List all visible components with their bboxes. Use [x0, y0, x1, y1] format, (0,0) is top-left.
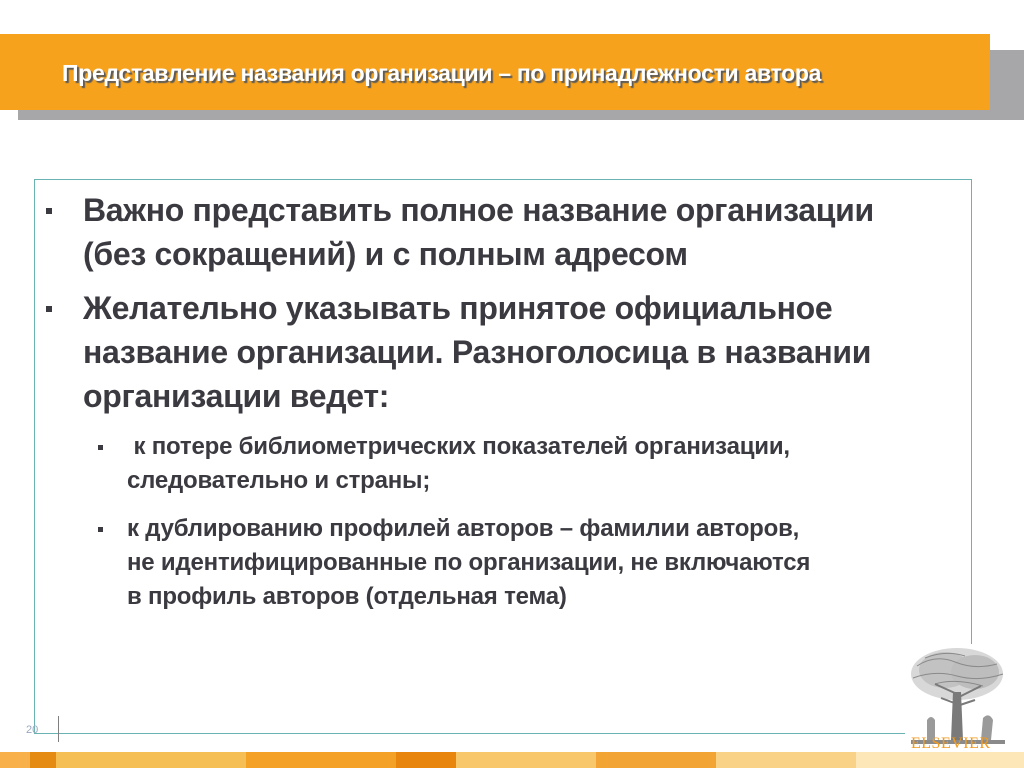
- square-bullet-icon: [46, 306, 52, 312]
- bottom-stripe: [0, 752, 1024, 768]
- bullet-line: (без сокращений) и с полным адресом: [83, 236, 688, 272]
- page-number: 20: [26, 724, 39, 736]
- square-bullet-icon: [98, 527, 103, 532]
- elsevier-logo-text: ELSEVIER: [911, 735, 991, 752]
- bullet-line: Важно представить полное название организации: [83, 192, 874, 228]
- square-bullet-icon: [46, 208, 52, 214]
- sub-bullet-line: к дублированию профилей авторов – фамилии авторов,: [127, 515, 800, 542]
- bullet-item-2: [83, 286, 971, 418]
- sub-bullet-line: в профиль авторов (отдельная тема): [127, 583, 567, 610]
- sub-bullet-item-1: [127, 430, 971, 498]
- bullet-item-1: [83, 188, 971, 276]
- content-frame: [34, 179, 972, 734]
- slide-title: Представление названия организации – по принадлежности автора: [62, 60, 822, 86]
- sub-bullet-line: к потере библиометрических показателей организации,: [127, 433, 790, 460]
- bullet-line: название организации. Разноголосица в названии: [83, 334, 872, 370]
- sub-bullet-line: следовательно и страны;: [127, 467, 431, 494]
- bullet-list: [35, 180, 971, 614]
- sub-bullet-line: не идентифицированные по организации, не включаются: [127, 549, 811, 576]
- bullet-line: Желательно указывать принятое официальное: [83, 290, 833, 326]
- bullet-line: организации ведет:: [83, 378, 390, 414]
- square-bullet-icon: [98, 445, 103, 450]
- page-divider: [58, 716, 59, 742]
- sub-bullet-item-2: [127, 512, 971, 614]
